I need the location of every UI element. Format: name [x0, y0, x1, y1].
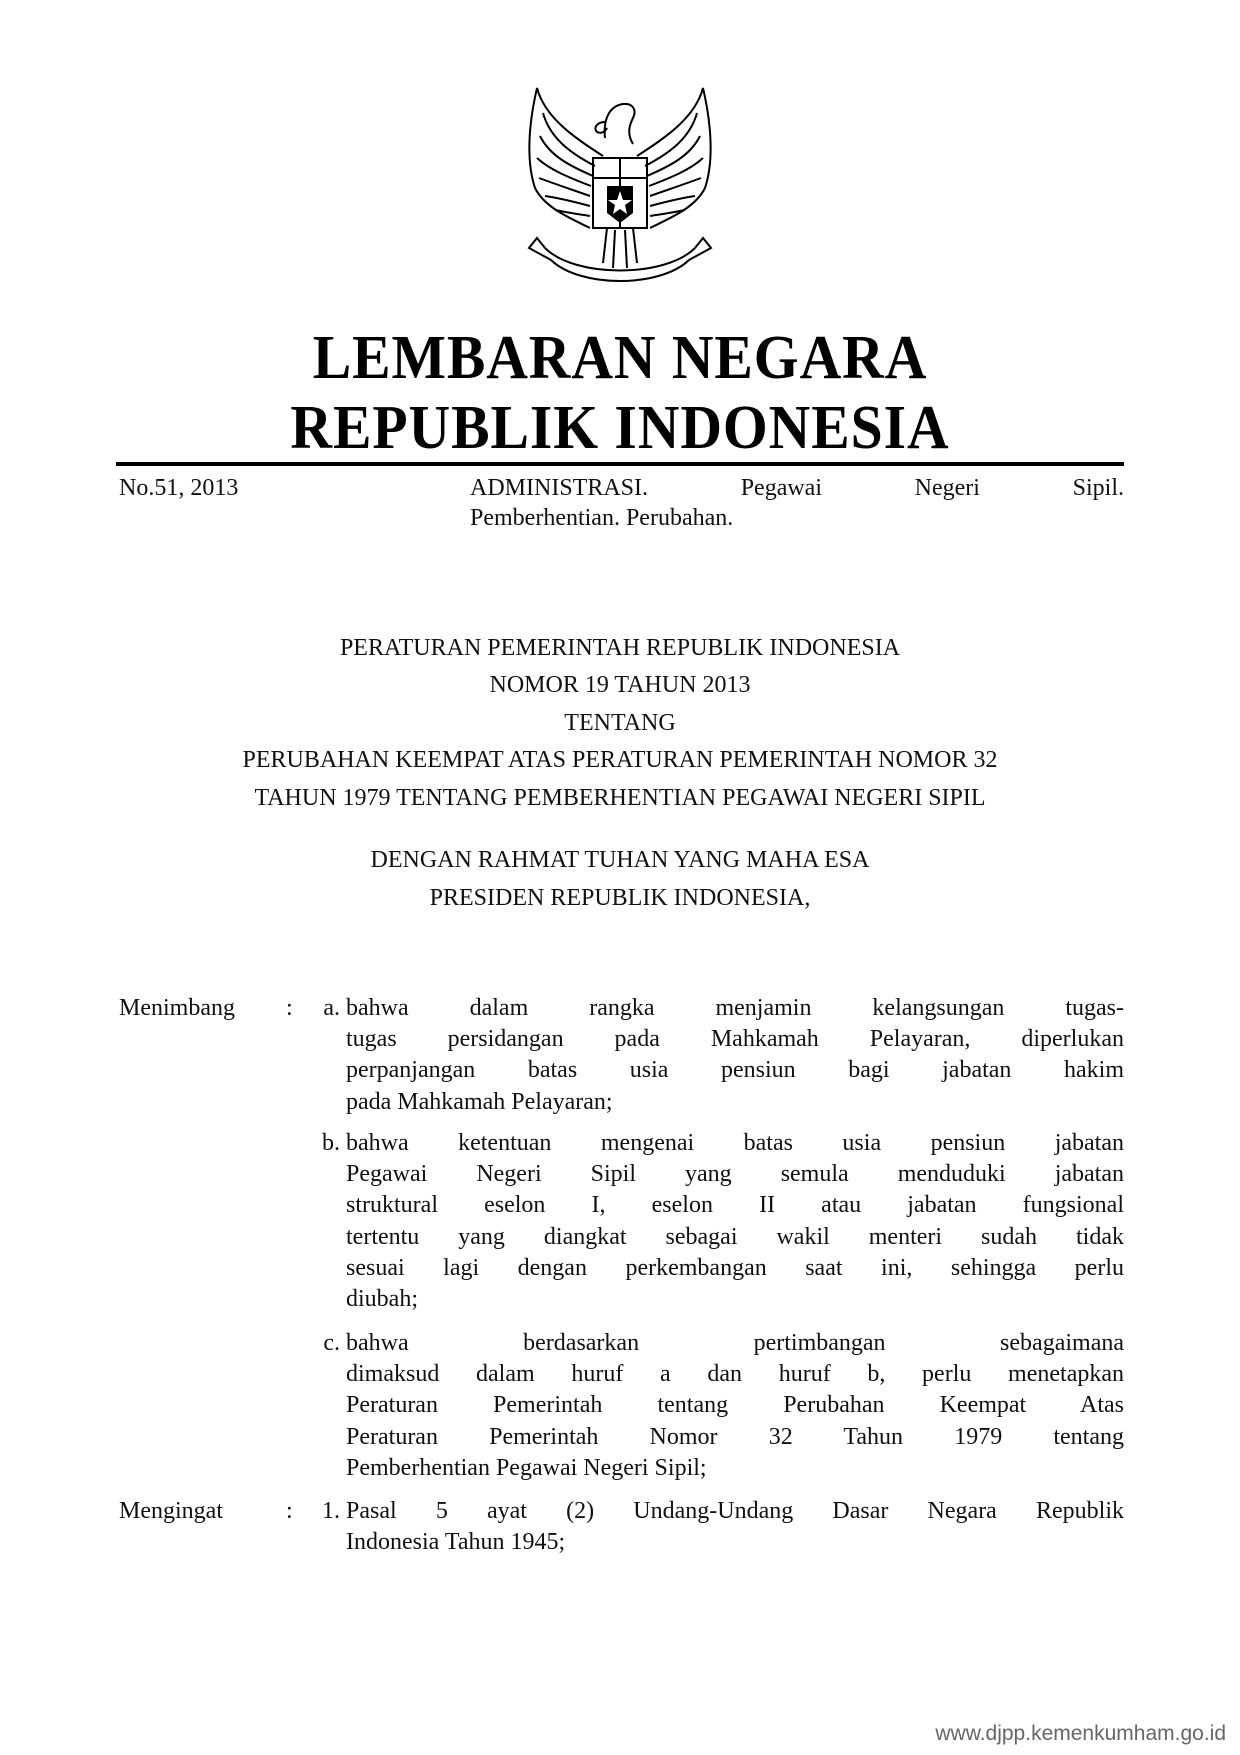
category-word: ADMINISTRASI. [470, 475, 649, 501]
text-line: perpanjangan batas usia pensiun bagi jabatan hakim [346, 1057, 1124, 1084]
gazette-number: No.51, 2013 [119, 475, 239, 501]
invocation: DENGAN RAHMAT TUHAN YANG MAHA ESA [370, 847, 870, 873]
gazette-category-line2: Pemberhentian. Perubahan. [470, 505, 734, 531]
category-word: Pegawai [740, 475, 822, 501]
menimbang-colon: : [286, 995, 293, 1021]
menimbang-label: Menimbang [119, 995, 235, 1021]
text-line: pada Mahkamah Pelayaran; [346, 1088, 613, 1115]
garuda-emblem-icon [515, 78, 725, 290]
text-line: bahwa dalam rangka menjamin kelangsungan tugas- [346, 995, 1124, 1021]
menimbang-item-c [346, 1328, 1124, 1484]
menimbang-item-b [346, 1128, 1124, 1315]
text-line: struktural eselon I, eselon II atau jabatan fungsional [346, 1192, 1124, 1219]
issuing-authority: PRESIDEN REPUBLIK INDONESIA, [429, 885, 811, 911]
text-line: bahwa ketentuan mengenai batas usia pensiun jabatan [346, 1130, 1124, 1156]
text-line: dimaksud dalam huruf a dan huruf b, perlu menetapkan [346, 1361, 1124, 1388]
text-line: Pasal 5 ayat (2) Undang-Undang Dasar Negara Republik [346, 1498, 1124, 1524]
mengingat-colon: : [286, 1498, 293, 1524]
text-line: Pemberhentian Pegawai Negeri Sipil; [346, 1454, 707, 1481]
item-marker: c. [323, 1330, 340, 1356]
gazette-title-line2: REPUBLIK INDONESIA [290, 394, 950, 462]
regulation-title: PERATURAN PEMERINTAH REPUBLIK INDONESIA [339, 635, 901, 661]
category-word: Negeri [914, 475, 980, 501]
gazette-title-line1: LEMBARAN NEGARA [312, 324, 928, 392]
mengingat-label: Mengingat [119, 1498, 223, 1524]
gazette-category [470, 473, 1124, 504]
regulation-about-label: TENTANG [564, 710, 676, 736]
menimbang-item-a [346, 993, 1124, 1118]
text-line: tugas persidangan pada Mahkamah Pelayaran, diperlukan [346, 1026, 1124, 1053]
source-watermark: www.djpp.kemenkumham.go.id [935, 1722, 1226, 1745]
text-line: tertentu yang diangkat sebagai wakil menteri sudah tidak [346, 1223, 1124, 1250]
regulation-number: NOMOR 19 TAHUN 2013 [489, 672, 751, 698]
title-divider [116, 462, 1124, 466]
text-line: bahwa berdasarkan pertimbangan sebagaimana [346, 1330, 1124, 1356]
text-line: diubah; [346, 1285, 418, 1312]
category-word: Sipil. [1072, 475, 1124, 501]
text-line: sesuai lagi dengan perkembangan saat ini, sehingga perlu [346, 1254, 1124, 1281]
item-marker: b. [322, 1130, 340, 1156]
item-marker: 1. [322, 1498, 340, 1524]
text-line: Pegawai Negeri Sipil yang semula menduduki jabatan [346, 1161, 1124, 1188]
mengingat-item-1 [346, 1496, 1124, 1558]
text-line: Peraturan Pemerintah tentang Perubahan Keempat Atas [346, 1392, 1124, 1419]
item-marker: a. [323, 995, 340, 1021]
regulation-subject-line1: PERUBAHAN KEEMPAT ATAS PERATURAN PEMERINTAH NOMOR 32 [242, 747, 998, 773]
text-line: Peraturan Pemerintah Nomor 32 Tahun 1979 tentang [346, 1423, 1124, 1450]
regulation-subject-line2: TAHUN 1979 TENTANG PEMBERHENTIAN PEGAWAI NEGERI SIPIL [254, 785, 986, 811]
text-line: Indonesia Tahun 1945; [346, 1529, 566, 1556]
